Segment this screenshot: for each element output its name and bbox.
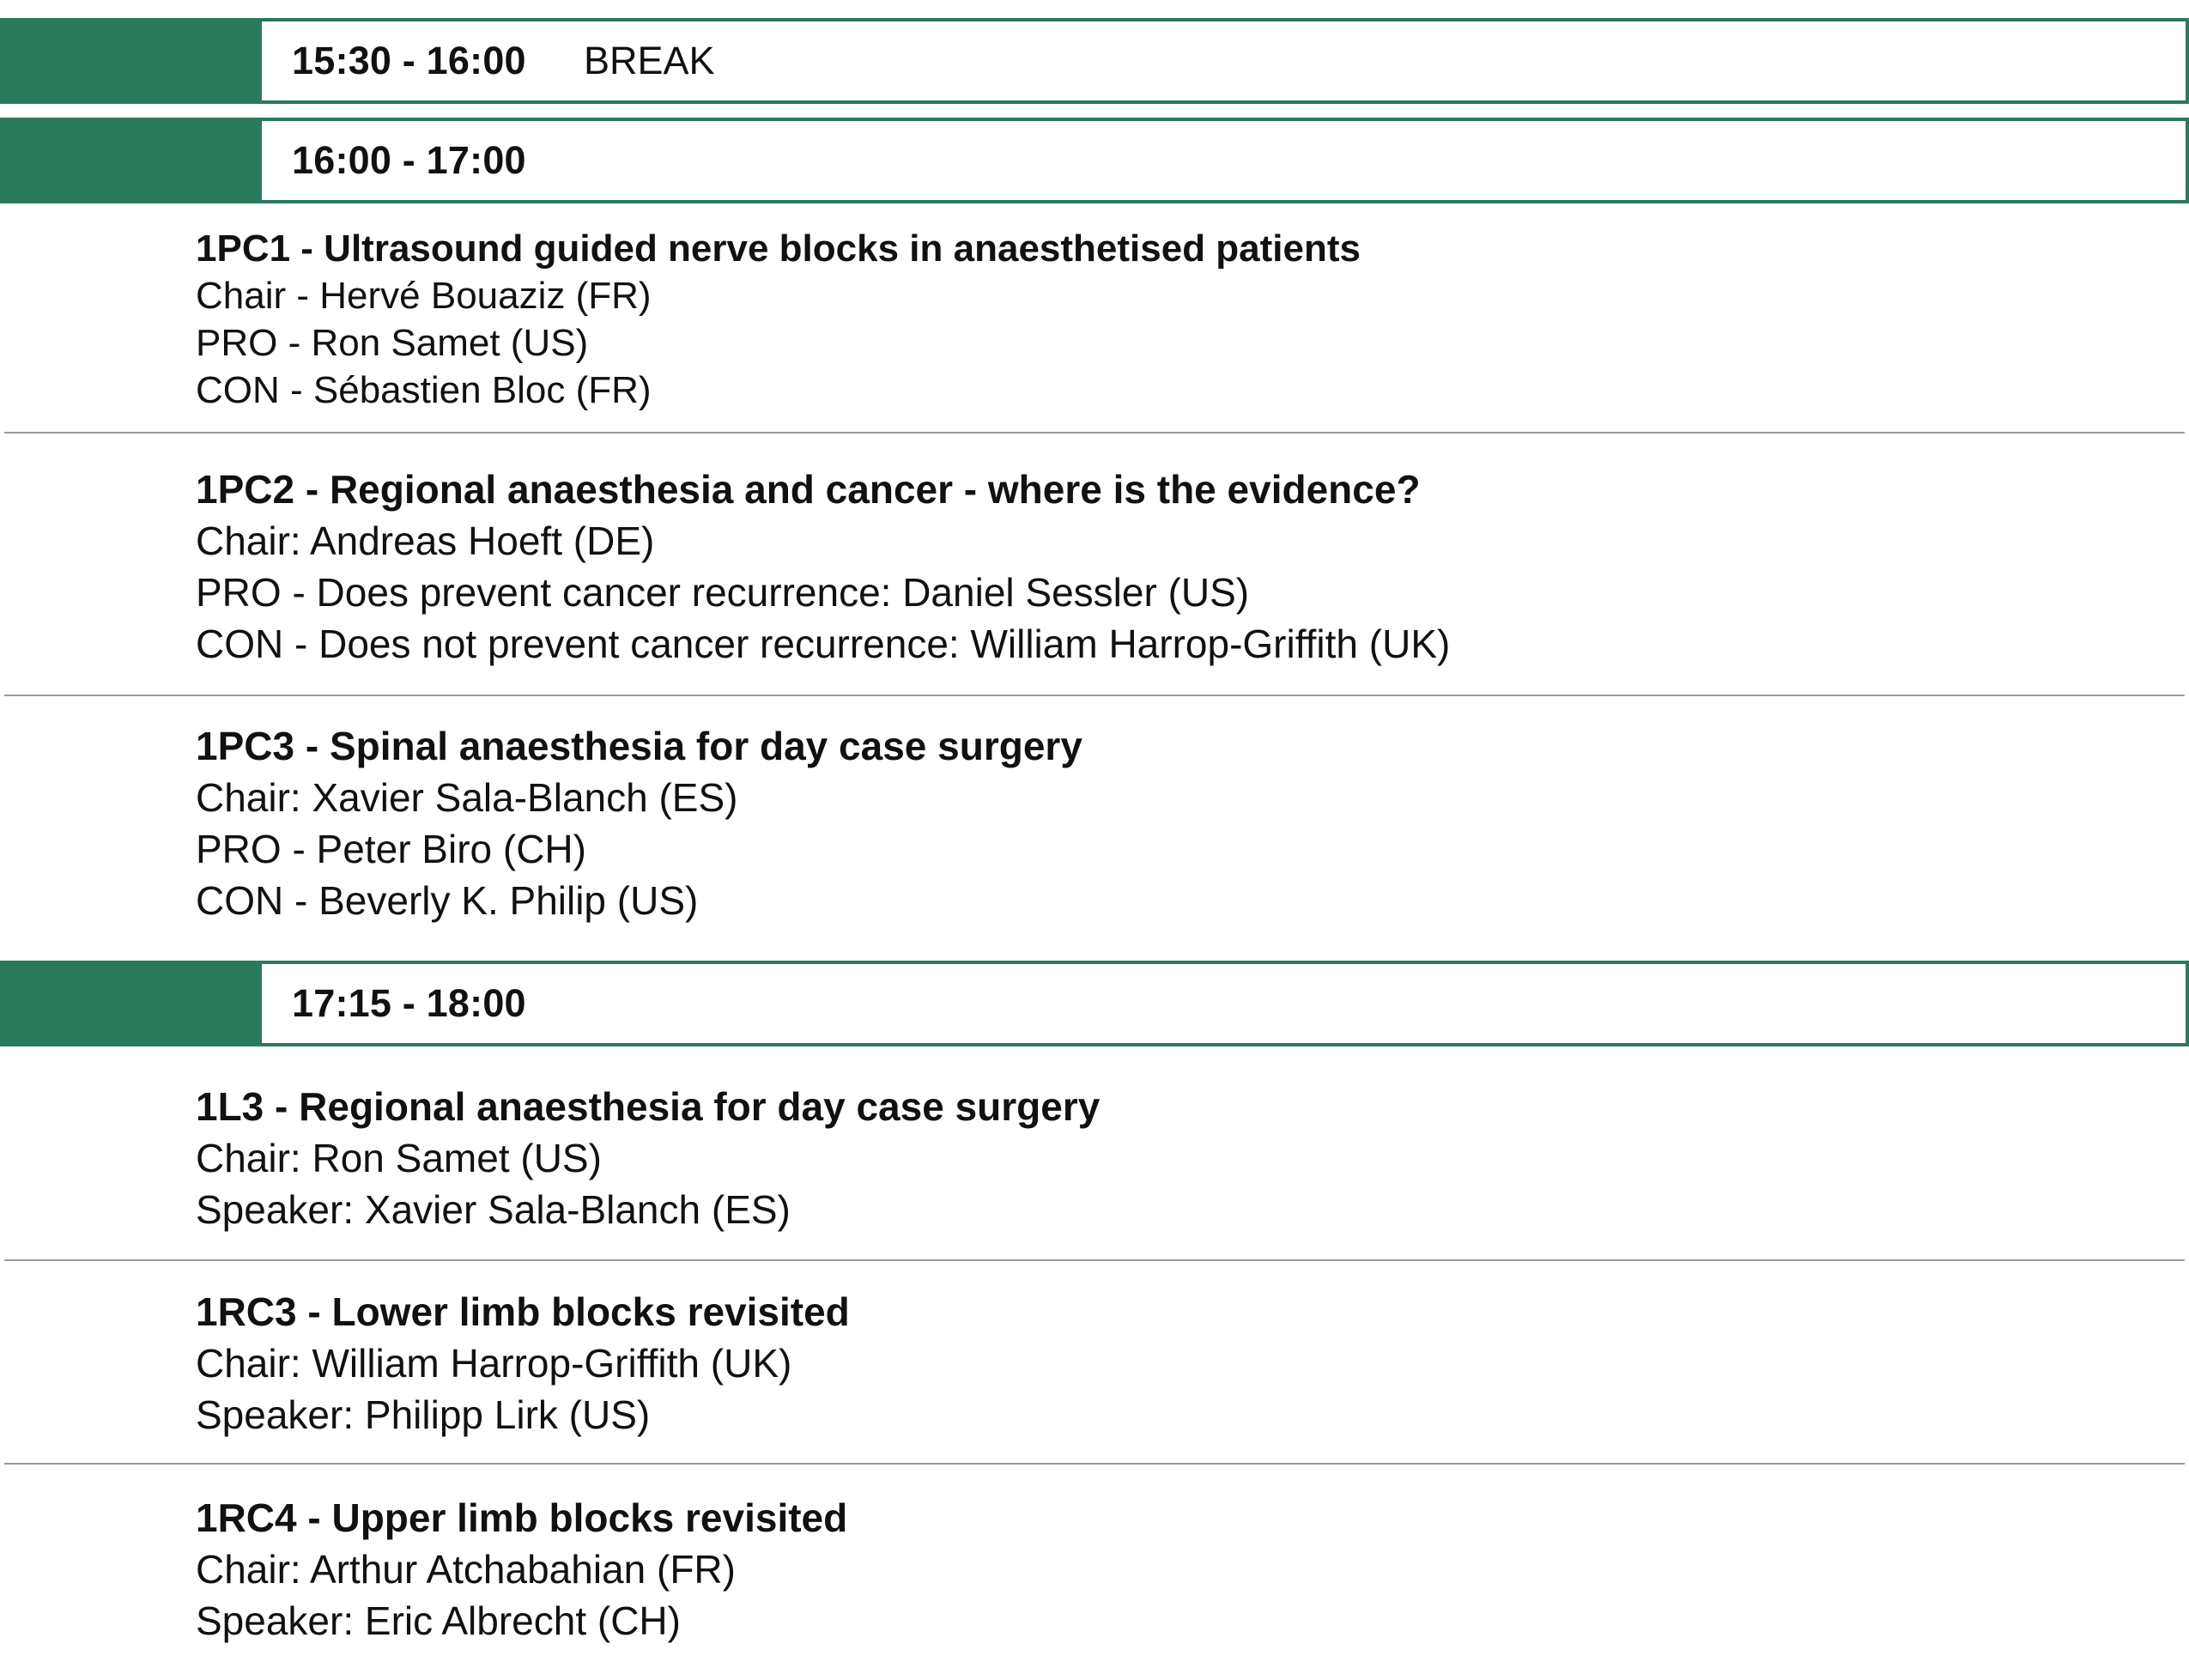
time-header-cell: [262, 18, 2189, 104]
session-title: 1L3 - Regional anaesthesia for day case surgery: [196, 1084, 1101, 1129]
session-divider: [4, 1259, 2185, 1261]
session-title: 1RC3 - Lower limb blocks revisited: [196, 1289, 850, 1334]
session-title: 1PC2 - Regional anaesthesia and cancer - where is the evidence?: [196, 467, 1421, 512]
session-chair: Chair: Ron Samet (US): [196, 1136, 602, 1180]
session-speaker: Speaker: Eric Albrecht (CH): [196, 1598, 681, 1643]
session-divider: [4, 432, 2185, 434]
session-1l3: [196, 1081, 2189, 1235]
session-pro: PRO - Does prevent cancer recurrence: Daniel Sessler (US): [196, 570, 1250, 615]
session-divider: [4, 1463, 2185, 1465]
session-chair: Chair - Hervé Bouaziz (FR): [196, 275, 652, 317]
session-1pc3: [196, 720, 2189, 926]
session-title: 1RC4 - Upper limb blocks revisited: [196, 1495, 848, 1540]
session-chair: Chair: Xavier Sala-Blanch (ES): [196, 775, 738, 820]
time-header-accent: [0, 961, 262, 1046]
time-header-break: [0, 18, 2189, 104]
session-con: CON - Does not prevent cancer recurrence: William Harrop-Griffith (UK): [196, 622, 1451, 666]
session-speaker: Speaker: Xavier Sala-Blanch (ES): [196, 1187, 791, 1232]
session-1pc2: [196, 464, 2189, 670]
session-chair: Chair: Andreas Hoeft (DE): [196, 519, 655, 563]
time-range: 16:00 - 17:00: [292, 138, 526, 182]
time-header-1600: [0, 118, 2189, 203]
session-1rc4: [196, 1492, 2189, 1647]
session-pro: PRO - Ron Samet (US): [196, 322, 589, 364]
session-divider: [4, 694, 2185, 696]
session-con: CON - Sébastien Bloc (FR): [196, 369, 652, 411]
session-chair: Chair: Arthur Atchabahian (FR): [196, 1547, 736, 1592]
time-header-1715: [0, 961, 2189, 1046]
session-title: 1PC3 - Spinal anaesthesia for day case surgery: [196, 724, 1082, 768]
session-speaker: Speaker: Philipp Lirk (US): [196, 1392, 651, 1437]
session-1pc1: [196, 225, 2189, 414]
time-header-accent: [0, 118, 262, 203]
time-range: 17:15 - 18:00: [292, 981, 526, 1025]
session-con: CON - Beverly K. Philip (US): [196, 878, 699, 923]
session-chair: Chair: William Harrop-Griffith (UK): [196, 1341, 792, 1386]
time-header-cell: [262, 961, 2189, 1046]
time-header-accent: [0, 18, 262, 104]
session-pro: PRO - Peter Biro (CH): [196, 827, 586, 871]
session-1rc3: [196, 1286, 2189, 1440]
break-label: BREAK: [584, 39, 715, 82]
time-range: 15:30 - 16:00: [292, 39, 526, 82]
time-header-cell: [262, 118, 2189, 203]
session-title: 1PC1 - Ultrasound guided nerve blocks in anaesthetised patients: [196, 227, 1361, 270]
